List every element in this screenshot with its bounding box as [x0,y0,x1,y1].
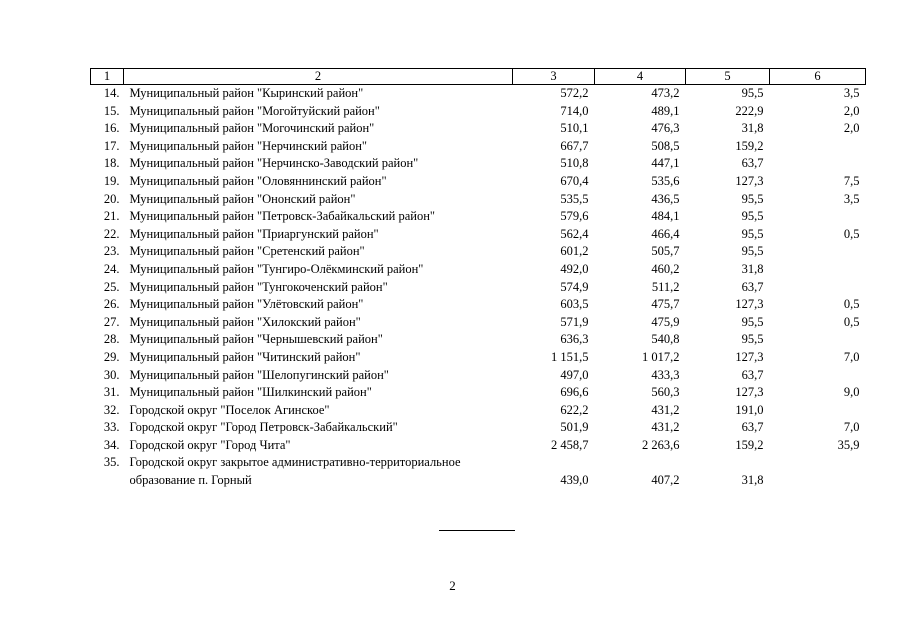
value-col-5: 95,5 [741,314,764,329]
municipality-name: Городской округ "Поселок Агинское" [129,402,330,417]
value-col-3: 492,0 [560,261,589,276]
value-col-6: 7,0 [843,349,860,364]
value-col-6 [770,243,866,261]
municipality-name: Муниципальный район "Шилкинский район" [129,385,372,400]
value-col-3: 714,0 [560,103,589,118]
value-col-5: 95,5 [741,191,764,206]
row-number: 29. [103,349,120,364]
table-row [91,226,866,244]
value-col-5: 95,5 [741,209,764,224]
value-col-6 [770,208,866,226]
row-number: 34. [103,437,120,452]
municipality-name: Муниципальный район "Чернышевский район" [129,332,383,347]
table-row [91,155,866,173]
row-number: 30. [103,367,120,382]
value-col-4: 431,2 [651,402,680,417]
value-col-6: 9,0 [843,385,860,400]
row-number: 16. [103,121,120,136]
value-col-3: 670,4 [560,173,589,188]
value-col-3: 579,6 [560,209,589,224]
table-row [91,261,866,279]
value-col-4: 560,3 [651,385,680,400]
row-number: 14. [103,86,120,100]
value-col-5: 127,3 [735,349,764,364]
value-col-3: 510,8 [560,156,589,171]
value-col-4: 508,5 [651,138,680,153]
value-col-4: 489,1 [651,103,680,118]
table-row [91,85,866,103]
value-col-5: 159,2 [735,437,764,452]
value-col-4: 466,4 [651,226,680,241]
value-col-3: 696,6 [560,385,589,400]
value-col-5: 31,8 [741,473,764,488]
value-col-5: 63,7 [741,367,764,382]
value-col-5: 63,7 [741,156,764,171]
municipality-name: Муниципальный район "Оловяннинский район" [129,173,387,188]
table-row [91,191,866,209]
header-col-5: 5 [686,69,770,85]
table-row [91,296,866,314]
value-col-6: 0,5 [843,314,860,329]
value-col-4: 475,9 [651,314,680,329]
table-row [91,314,866,332]
table-body [91,85,866,490]
value-col-4: 2 263,6 [642,437,680,452]
value-col-4: 431,2 [651,420,680,435]
value-col-3: 2 458,7 [551,437,589,452]
header-col-6: 6 [770,69,866,85]
header-col-4: 4 [595,69,686,85]
row-number: 19. [103,173,120,188]
row-number: 25. [103,279,120,294]
value-col-6 [770,279,866,297]
value-col-3: 572,2 [560,86,589,100]
municipality-name: Муниципальный район "Приаргунский район" [129,226,379,241]
municipality-name: Городской округ "Город Петровск-Забайкальский" [129,420,398,435]
value-col-3: 1 151,5 [551,349,589,364]
row-number: 20. [103,191,120,206]
table-row [91,138,866,156]
value-col-3: 535,5 [560,191,589,206]
table-row [91,349,866,367]
table-row [91,419,866,437]
row-number: 33. [103,420,120,435]
table-row [91,437,866,455]
row-number: 32. [103,402,120,417]
value-col-4: 511,2 [651,279,680,294]
municipality-name: Муниципальный район "Шелопугинский район" [129,367,389,382]
value-col-6 [770,155,866,173]
value-col-4: 460,2 [651,261,680,276]
value-col-3: 622,2 [560,402,589,417]
value-col-3: 667,7 [560,138,589,153]
row-number: 22. [103,226,120,241]
header-col-2: 2 [124,69,513,85]
value-col-4: 1 017,2 [642,349,680,364]
value-col-4: 473,2 [651,86,680,100]
value-col-5: 95,5 [741,244,764,259]
value-col-3: 636,3 [560,332,589,347]
row-number: 21. [103,209,120,224]
value-col-6 [770,367,866,385]
value-col-3: 574,9 [560,279,589,294]
value-col-4: 484,1 [651,209,680,224]
header-row [91,69,866,85]
municipality-name: Муниципальный район "Могочинский район" [129,121,375,136]
header-col-3: 3 [513,69,595,85]
value-col-6: 7,0 [843,420,860,435]
value-col-6: 0,5 [843,297,860,312]
municipality-name: Муниципальный район "Хилокский район" [129,314,361,329]
row-number: 18. [103,156,120,171]
value-col-3: 497,0 [560,367,589,382]
value-col-5: 63,7 [741,279,764,294]
row-number: 17. [103,138,120,153]
value-col-6: 3,5 [843,86,860,100]
municipality-name: Муниципальный район "Тунгиро-Олёкминский район" [129,261,424,276]
value-col-5: 222,9 [735,103,764,118]
value-col-4: 505,7 [651,244,680,259]
value-col-3: 601,2 [560,244,589,259]
value-col-3: 562,4 [560,226,589,241]
value-col-5: 127,3 [735,173,764,188]
value-col-4: 447,1 [651,156,680,171]
value-col-4: 433,3 [651,367,680,382]
value-col-6: 3,5 [843,191,860,206]
table-row [91,367,866,385]
value-col-3: 439,0 [560,473,589,488]
table-row [91,279,866,297]
value-col-5: 31,8 [741,121,764,136]
value-col-5: 63,7 [741,420,764,435]
table-row [91,402,866,420]
municipality-name: Муниципальный район "Кыринский район" [129,86,364,100]
value-col-5: 159,2 [735,138,764,153]
value-col-4: 407,2 [651,473,680,488]
value-col-4: 436,5 [651,191,680,206]
value-col-3: 501,9 [560,420,589,435]
row-number: 31. [103,385,120,400]
municipality-name: Муниципальный район "Нерчинско-Заводский район" [129,156,419,171]
municipality-name: Муниципальный район "Читинский район" [129,349,361,364]
value-col-4: 540,8 [651,332,680,347]
allocation-table [90,68,866,490]
table-row [91,173,866,191]
municipality-name: Городской округ закрытое административно-территориальное образование п. Горный [129,455,461,488]
row-number: 28. [103,332,120,347]
municipality-name: Муниципальный район "Нерчинский район" [129,138,367,153]
value-col-4: 475,7 [651,297,680,312]
row-number: 35. [103,455,120,470]
value-col-6: 2,0 [843,103,860,118]
row-number: 24. [103,261,120,276]
value-col-5: 191,0 [735,402,764,417]
value-col-5: 127,3 [735,297,764,312]
table-row [91,384,866,402]
municipality-name: Муниципальный район "Ононский район" [129,191,356,206]
table-row [91,331,866,349]
table-row [91,454,866,489]
value-col-6 [770,261,866,279]
municipality-name: Муниципальный район "Могойтуйский район" [129,103,380,118]
value-col-6 [770,454,866,489]
value-col-6: 2,0 [843,121,860,136]
page-number: 2 [449,578,456,593]
header-col-1: 1 [91,69,124,85]
value-col-4: 476,3 [651,121,680,136]
table-row [91,120,866,138]
value-col-5: 31,8 [741,261,764,276]
value-col-6 [770,138,866,156]
value-col-5: 95,5 [741,86,764,100]
value-col-6: 0,5 [843,226,860,241]
municipality-name: Муниципальный район "Улётовский район" [129,297,364,312]
municipality-name: Городской округ "Город Чита" [129,437,291,452]
municipality-name: Муниципальный район "Сретенский район" [129,244,365,259]
table-row [91,103,866,121]
value-col-6: 35,9 [837,437,860,452]
table-row [91,243,866,261]
value-col-6 [770,402,866,420]
value-col-6 [770,331,866,349]
value-col-6: 7,5 [843,173,860,188]
row-number: 23. [103,244,120,259]
municipality-name: Муниципальный район "Тунгокоченский район" [129,279,388,294]
table-row [91,208,866,226]
row-number: 15. [103,103,120,118]
row-number: 26. [103,297,120,312]
value-col-5: 127,3 [735,385,764,400]
value-col-4: 535,6 [651,173,680,188]
divider-line [439,530,515,531]
value-col-5: 95,5 [741,226,764,241]
value-col-3: 571,9 [560,314,589,329]
row-number: 27. [103,314,120,329]
value-col-3: 510,1 [560,121,589,136]
municipality-name: Муниципальный район "Петровск-Забайкальский район" [129,209,435,224]
value-col-3: 603,5 [560,297,589,312]
value-col-5: 95,5 [741,332,764,347]
